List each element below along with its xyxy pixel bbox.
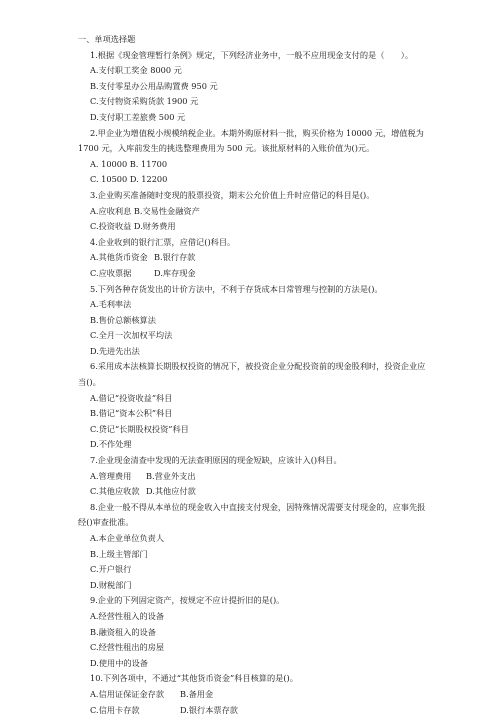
option: C.经营性租出的房屋 xyxy=(90,642,165,653)
option: C.全月一次加权平均法 xyxy=(90,330,173,341)
option: B.备用金 xyxy=(180,688,214,699)
option: A.借记“投资收益”科目 xyxy=(90,392,173,403)
option: B.融资租入的设备 xyxy=(90,626,156,637)
option: A.信用证保证金存款 xyxy=(90,688,165,699)
option: A.其他货币资金 xyxy=(90,252,148,263)
option: A.支付职工奖金 8000 元 xyxy=(90,65,182,76)
option: D.不作处理 xyxy=(90,439,132,450)
option: C.投资收益 D.财务费用 xyxy=(90,221,176,232)
option-row xyxy=(78,687,426,703)
option: C. 10500 D. 12200 xyxy=(90,174,168,185)
section-title: 一、单项选择题 xyxy=(78,34,136,44)
option: C.开户银行 xyxy=(90,564,132,575)
option: B.支付零星办公用品购置费 950 元 xyxy=(90,80,218,91)
option: D.支付职工差旅费 500 元 xyxy=(90,111,186,122)
option: D.先进先出法 xyxy=(90,345,140,356)
option: B.上级主管部门 xyxy=(90,548,148,559)
option: D.其他应付款 xyxy=(146,486,196,497)
question-stem: 6.采用成本法核算长期股权投资的情况下，被投资企业分配投资前的现金股利时，投资企业应当()。 xyxy=(78,361,426,388)
option: A.毛利率法 xyxy=(90,299,132,310)
question-stem: 1.根据《现金管理暂行条例》规定，下列经济业务中，一般不应用现金支付的是（ ）。 xyxy=(90,49,414,60)
option-row xyxy=(78,469,426,485)
option: B.营业外支出 xyxy=(146,470,196,481)
option: A.管理费用 xyxy=(90,470,132,481)
option: A.应收利息 B.交易性金融资产 xyxy=(90,205,200,216)
option: C.信用卡存款 xyxy=(90,704,140,715)
option: D.使用中的设备 xyxy=(90,657,148,668)
question-stem: 10.下列各项中，不通过“其他货币资金”科目核算的是()。 xyxy=(90,673,298,684)
question-stem: 5.下列各种存货发出的计价方法中，不利于存货成本日常管理与控制的方法是()。 xyxy=(90,283,383,294)
option: A.本企业单位负责人 xyxy=(90,533,165,543)
question-stem: 9.企业的下列固定资产，按规定不应计提折旧的是()。 xyxy=(90,595,285,606)
option: D.库存现金 xyxy=(154,267,196,278)
question-stem: 2.甲企业为增值税小规模纳税企业。本期外购原材料一批，购买价格为 10000 元，增值税为 1700 元，入库前发生的挑选整理费用为 500 元。该批原材料的入账价值为()元。 xyxy=(78,127,424,154)
option: B.售价总额核算法 xyxy=(90,314,156,325)
option-row xyxy=(78,266,426,282)
option-row xyxy=(78,250,426,266)
option: A.经营性租入的设备 xyxy=(90,610,165,621)
option: B.银行存款 xyxy=(154,252,196,263)
question-stem: 3.企业购买准备随时变现的股票投资，期末公允价值上升时应借记的科目是()。 xyxy=(90,189,375,200)
option: A. 10000 B. 11700 xyxy=(90,158,168,169)
option: D.财税部门 xyxy=(90,579,132,590)
question-stem: 7.企业现金清查中发现的无法查明原因的现金短缺，应该计入()科目。 xyxy=(90,455,342,466)
option-row xyxy=(78,703,426,718)
document-body xyxy=(78,32,426,718)
option: C.支付物资采购货款 1900 元 xyxy=(90,96,199,107)
option: C.贷记“长期股权投资”科目 xyxy=(90,423,189,434)
question-stem: 8.企业一般不得从本单位的现金收入中直接支付现金，因特殊情况需要支付现金的，应事先报经()审查批准。 xyxy=(78,501,426,528)
option: D.银行本票存款 xyxy=(180,704,238,715)
question-stem: 4.企业收到的银行汇票，应借记()科目。 xyxy=(90,236,236,247)
option: B.借记“资本公积”科目 xyxy=(90,408,173,419)
option: C.应收票据 xyxy=(90,267,132,278)
option: C.其他应收款 xyxy=(90,486,140,497)
option-row xyxy=(78,484,426,500)
